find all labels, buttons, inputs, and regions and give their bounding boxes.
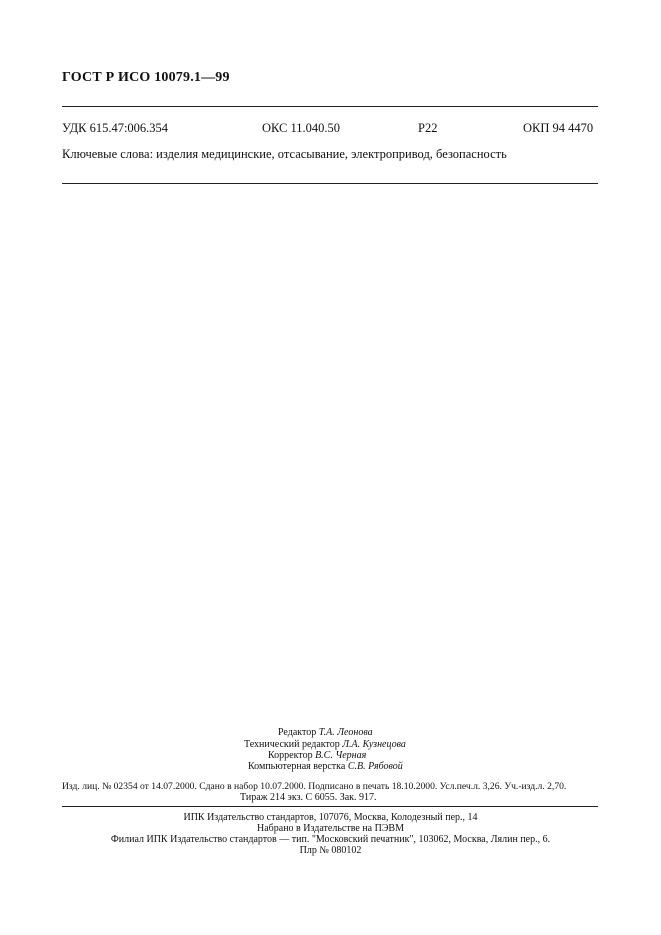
keywords-divider	[62, 183, 598, 184]
credit-editor-name: Т.А. Леонова	[318, 727, 373, 738]
imprint-license: Плр № 080102	[299, 845, 362, 856]
credit-layout	[248, 761, 403, 772]
oks-code: ОКС 11.040.50	[262, 121, 341, 135]
credit-editor	[278, 727, 373, 738]
credit-tech-editor-label: Технический редактор	[244, 739, 340, 750]
udk-code: УДК 615.47:006.354	[62, 121, 169, 135]
group-code: Р22	[418, 121, 438, 135]
credit-corrector	[268, 750, 366, 761]
publication-run-line: Тираж 214 экз. С 6055. Зак. 917.	[240, 792, 377, 803]
imprint-divider	[62, 806, 598, 807]
imprint-printer: Филиал ИПК Издательство стандартов — тип. "Московский печатник", 103062, Москва, Лялин пер., 6.	[110, 834, 551, 845]
imprint-publisher: ИПК Издательство стандартов, 107076, Москва, Колодезный пер., 14	[183, 812, 478, 823]
okp-code: ОКП 94 4470	[523, 121, 594, 135]
top-divider	[62, 106, 598, 107]
credit-layout-name: С.В. Рябовой	[347, 761, 403, 772]
credit-tech-editor-name: Л.А. Кузнецова	[342, 739, 406, 750]
keywords-line: Ключевые слова: изделия медицинские, отсасывание, электропривод, безопасность	[62, 147, 507, 161]
publication-details-line: Изд. лиц. № 02354 от 14.07.2000. Сдано в набор 10.07.2000. Подписано в печать 18.10.2000. Усл.печ.л. 3,26. Уч.-изд.л. 2,70.	[62, 781, 567, 792]
credit-corrector-name: В.С. Черная	[315, 750, 367, 761]
credit-tech-editor	[244, 739, 406, 750]
document-title: ГОСТ Р ИСО 10079.1—99	[62, 70, 230, 85]
credit-editor-label: Редактор	[278, 727, 317, 738]
imprint-typeset: Набрано в Издательстве на ПЭВМ	[257, 823, 404, 834]
credit-corrector-label: Корректор	[268, 750, 313, 761]
credit-layout-label: Компьютерная верстка	[248, 761, 346, 772]
